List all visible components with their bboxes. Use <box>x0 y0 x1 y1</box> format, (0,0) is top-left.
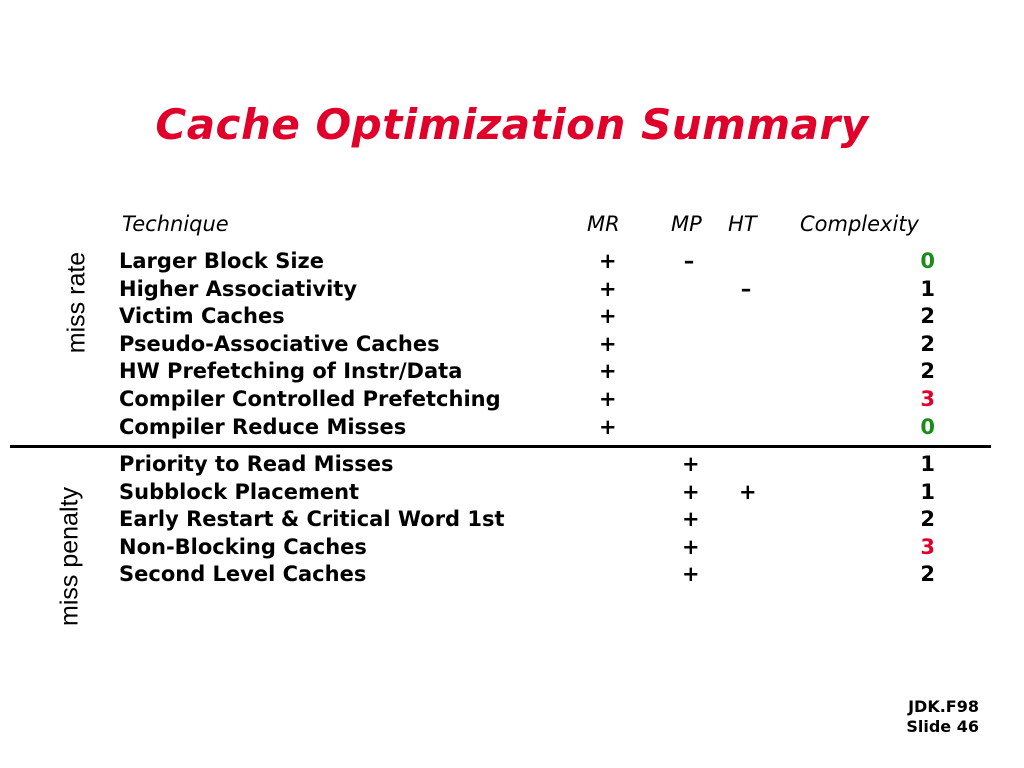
table-row <box>0 505 1024 533</box>
technique-cell: Higher Associativity <box>119 276 358 301</box>
header-complexity: Complexity <box>800 212 919 236</box>
complexity-cell: 1 <box>920 479 935 504</box>
table-row <box>0 560 1024 588</box>
table-row <box>0 275 1024 303</box>
ht-cell: + <box>739 479 757 504</box>
table-row <box>0 450 1024 478</box>
mr-cell: + <box>599 387 617 411</box>
header-ht: HT <box>728 212 757 236</box>
mp-cell: + <box>682 479 700 504</box>
technique-cell: Pseudo-Associative Caches <box>119 331 440 356</box>
technique-cell: Larger Block Size <box>119 249 324 273</box>
slide-footer <box>906 697 979 737</box>
complexity-cell: 2 <box>920 562 935 587</box>
complexity-cell: 2 <box>920 331 935 356</box>
slide-title: Cache Optimization Summary <box>155 100 869 149</box>
table-row <box>0 357 1024 385</box>
mr-cell: + <box>599 359 617 384</box>
header-technique: Technique <box>122 212 229 236</box>
complexity-cell: 3 <box>920 387 935 411</box>
technique-cell: Second Level Caches <box>119 562 367 587</box>
complexity-cell: 1 <box>920 452 935 476</box>
mp-cell: + <box>682 562 700 587</box>
mr-cell: + <box>599 414 617 439</box>
ht-cell: – <box>740 276 752 301</box>
technique-cell: Compiler Controlled Prefetching <box>119 387 501 411</box>
section-divider <box>10 445 991 448</box>
header-mr: MR <box>587 212 620 236</box>
complexity-cell: 2 <box>920 507 935 532</box>
mp-cell: + <box>682 534 700 559</box>
mp-cell: + <box>682 507 700 532</box>
table-row <box>0 413 1024 441</box>
technique-cell: Priority to Read Misses <box>119 452 394 476</box>
mr-cell: + <box>599 249 617 273</box>
complexity-cell: 2 <box>920 359 935 384</box>
table-row <box>0 385 1024 413</box>
footer-course: JDK.F98 <box>908 697 979 716</box>
technique-cell: Subblock Placement <box>119 479 360 504</box>
miss-rate-label: miss rate <box>62 251 91 354</box>
complexity-cell: 2 <box>920 304 935 329</box>
footer-slide-number: Slide 46 <box>906 717 979 736</box>
complexity-cell: 1 <box>920 276 935 301</box>
header-mp: MP <box>671 212 702 236</box>
mp-cell: – <box>683 249 695 273</box>
miss-penalty-label: miss penalty <box>55 487 84 626</box>
table-row <box>0 330 1024 358</box>
technique-cell: HW Prefetching of Instr/Data <box>119 359 463 384</box>
complexity-cell: 3 <box>920 534 935 559</box>
technique-cell: Victim Caches <box>119 304 285 329</box>
table-row <box>0 533 1024 561</box>
table-row <box>0 247 1024 275</box>
mr-cell: + <box>599 331 617 356</box>
technique-cell: Non-Blocking Caches <box>119 534 367 559</box>
mr-cell: + <box>599 276 617 301</box>
technique-cell: Early Restart & Critical Word 1st <box>119 507 505 532</box>
table-row <box>0 478 1024 506</box>
table-row <box>0 302 1024 330</box>
complexity-cell: 0 <box>920 249 935 273</box>
mp-cell: + <box>682 452 700 476</box>
technique-cell: Compiler Reduce Misses <box>119 414 407 439</box>
mr-cell: + <box>599 304 617 329</box>
complexity-cell: 0 <box>920 414 935 439</box>
